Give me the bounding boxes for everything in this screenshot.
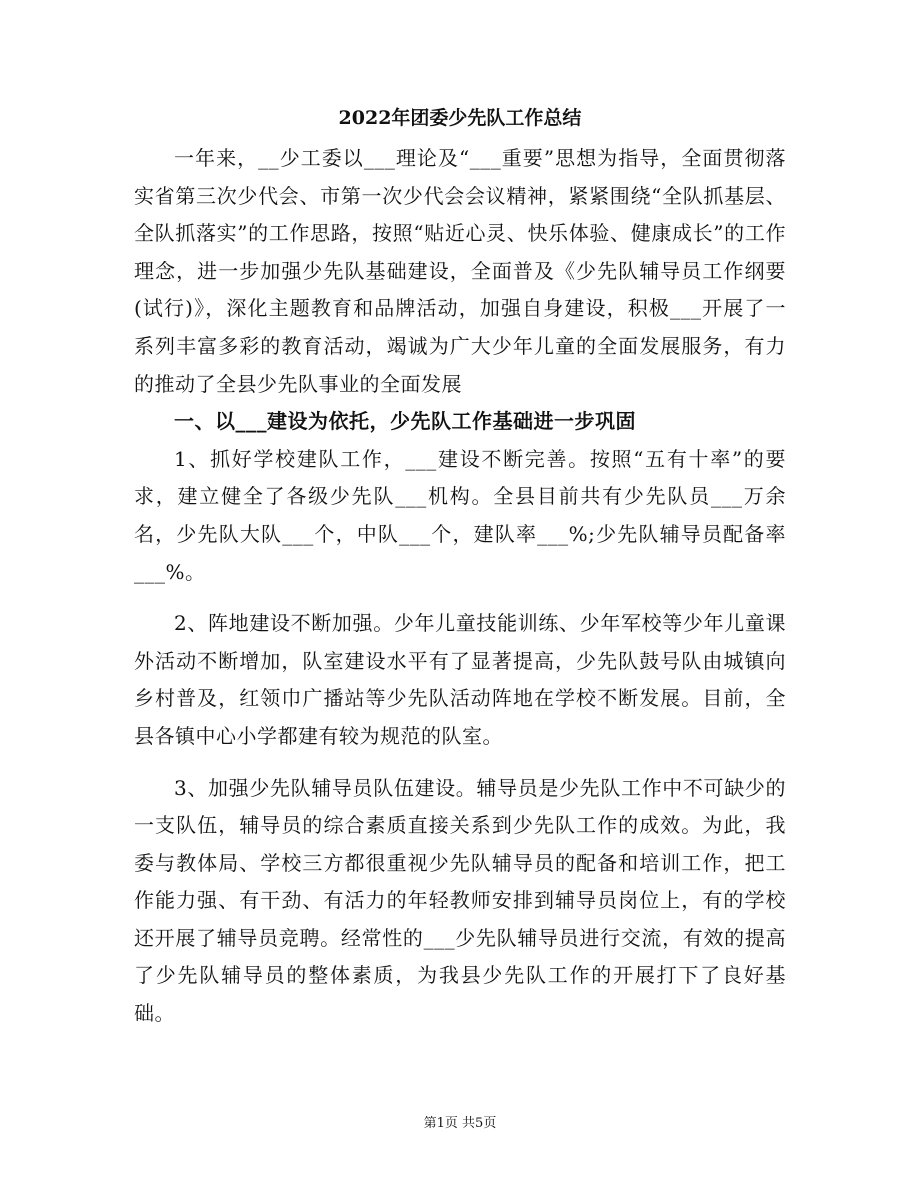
document-title: 2022年团委少先队工作总结: [338, 107, 582, 129]
document-body: [134, 140, 786, 1033]
section-heading: 一、以___建设为依托，少先队工作基础进一步巩固: [174, 409, 636, 434]
intro-paragraph: 一年来，__少工委以___理论及“___重要”思想为指导，全面贯彻落实省第三次少代会、市第一次少代会会议精神，紧紧围绕“全队抓基层、全队抓落实”的工作思路，按照“贴近心灵、快乐体验、健康成长”的工作理念，进一步加强少先队基础建设，全面普及《少先队辅导员工作纲要(试行)》，深化主题教育和品牌活动，加强自身建设，积极___开展了一系列丰富多彩的教育活动，竭诚为广大少年儿童的全面发展服务，有力的推动了全县少先队事业的全面发展: [134, 146, 786, 396]
list-item: 1、抓好学校建队工作，___建设不断完善。按照“五有十率”的要求，建立健全了各级少先队___机构。全县目前共有少先队员___万余名，少先队大队___个，中队___个，建队率___%;少先队辅导员配备率___%。: [134, 446, 786, 584]
list-item: 2、阵地建设不断加强。少年儿童技能训练、少年军校等少年儿童课外活动不断增加，队室建设水平有了显著提高，少先队鼓号队由城镇向乡村普及，红领巾广播站等少先队活动阵地在学校不断发展。目前，全县各镇中心小学都建有较为规范的队室。: [134, 611, 786, 748]
page-indicator: 第1页 共5页: [423, 1116, 497, 1131]
list-item: 3、加强少先队辅导员队伍建设。辅导员是少先队工作中不可缺少的一支队伍，辅导员的综合素质直接关系到少先队工作的成效。为此，我委与教体局、学校三方都很重视少先队辅导员的配备和培训工作，把工作能力强、有干劲、有活力的年轻教师安排到辅导员岗位上，有的学校还开展了辅导员竞聘。经常性的___少先队辅导员进行交流，有效的提高了少先队辅导员的整体素质，为我县少先队工作的开展打下了良好基础。: [134, 775, 786, 1026]
